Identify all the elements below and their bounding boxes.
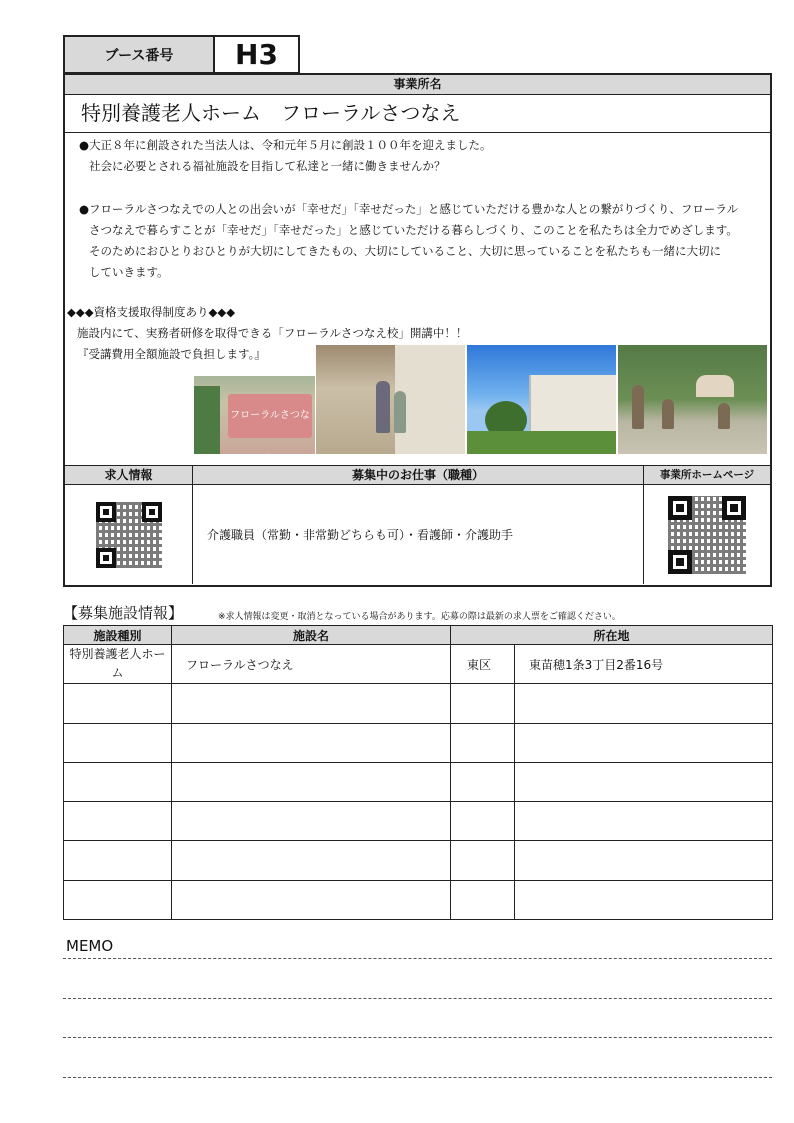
homepage-header: 事業所ホームページ (659, 469, 755, 481)
photo-facility-sign (194, 376, 315, 465)
intro-text: さつなえで暮らすことが「幸せだ」「幸せだった」と感じていただける暮らしづくり、このことを私たちは全力でめざします。 (89, 223, 738, 237)
table-row (64, 762, 773, 801)
facilities-note: ※求人情報は変更・取消となっている場合があります。応募の際は最新の求人票をご確認ください。 (218, 612, 621, 622)
jobs-list: 介護職員（常勤・非常勤どちらも可）・看護師・介護助手 (193, 485, 644, 584)
intro-paragraph-1 (79, 135, 492, 177)
booth-number: H3 (235, 38, 278, 71)
type-header: 施設種別 (64, 626, 172, 645)
sign-text: フローラルさつなえ (228, 394, 312, 438)
business-panel (63, 73, 772, 587)
facility-name: フローラルさつなえ (172, 645, 451, 684)
memo-line (63, 998, 772, 999)
intro-text: していきます。 (89, 265, 169, 279)
recruit-header (65, 465, 770, 485)
table-row (64, 880, 773, 919)
booth-box (63, 35, 300, 74)
photo-hallway (316, 345, 465, 454)
photo-building (467, 345, 616, 454)
table-row (64, 645, 773, 684)
support-heading: ◆◆◆資格支援取得制度あり◆◆◆ (67, 305, 236, 319)
facility-ward: 東区 (451, 645, 515, 684)
intro-section (65, 133, 770, 465)
support-text: 『受講費用全額施設で負担します。』 (77, 347, 266, 361)
memo-line (63, 1077, 772, 1078)
support-text: 施設内にて、実務者研修を取得できる「フローラルさつなえ校」開講中！！ (77, 326, 468, 340)
facilities-title: 【募集施設情報】 (63, 604, 184, 622)
recruit-qr-code-icon[interactable] (96, 502, 162, 568)
table-row (64, 684, 773, 723)
memo-line (63, 1037, 772, 1038)
table-row (64, 802, 773, 841)
recruit-info-header: 求人情報 (65, 466, 193, 484)
memo-line (63, 958, 772, 959)
table-header-row (64, 626, 773, 645)
table-row (64, 723, 773, 762)
name-header: 施設名 (172, 626, 451, 645)
intro-text: 社会に必要とされる福祉施設を目指して私達と一緒に働きませんか？ (89, 159, 446, 173)
homepage-qr-code-icon[interactable] (668, 496, 746, 574)
intro-text: ●大正８年に創設された当法人は、令和元年５月に創設１００年を迎えました。 (79, 138, 492, 152)
intro-paragraph-2 (79, 199, 759, 283)
business-name-header: 事業所名 (65, 75, 770, 95)
jobs-header: 募集中のお仕事（職種） (193, 466, 644, 484)
facilities-table (63, 625, 773, 920)
memo-label: MEMO (66, 937, 114, 955)
intro-text: ●フローラルさつなえでの人との出会いが「幸せだ」「幸せだった」と感じていただける豊かな人との繋がりづくり、フローラル (79, 202, 739, 216)
intro-text: そのためにおひとりおひとりが大切にしてきたもの、大切にしていること、大切に思っていることを私たちも一緒に大切に (89, 244, 722, 258)
photo-outdoor-activity (618, 345, 767, 454)
location-header: 所在地 (451, 626, 773, 645)
table-row (64, 841, 773, 880)
booth-label: ブース番号 (65, 37, 215, 72)
recruit-row (65, 485, 770, 584)
business-name: 特別養護老人ホーム フローラルさつなえ (65, 95, 770, 133)
facility-address: 東苗穂1条3丁目2番16号 (515, 645, 773, 684)
facility-type: 特別養護老人ホーム (64, 645, 172, 684)
